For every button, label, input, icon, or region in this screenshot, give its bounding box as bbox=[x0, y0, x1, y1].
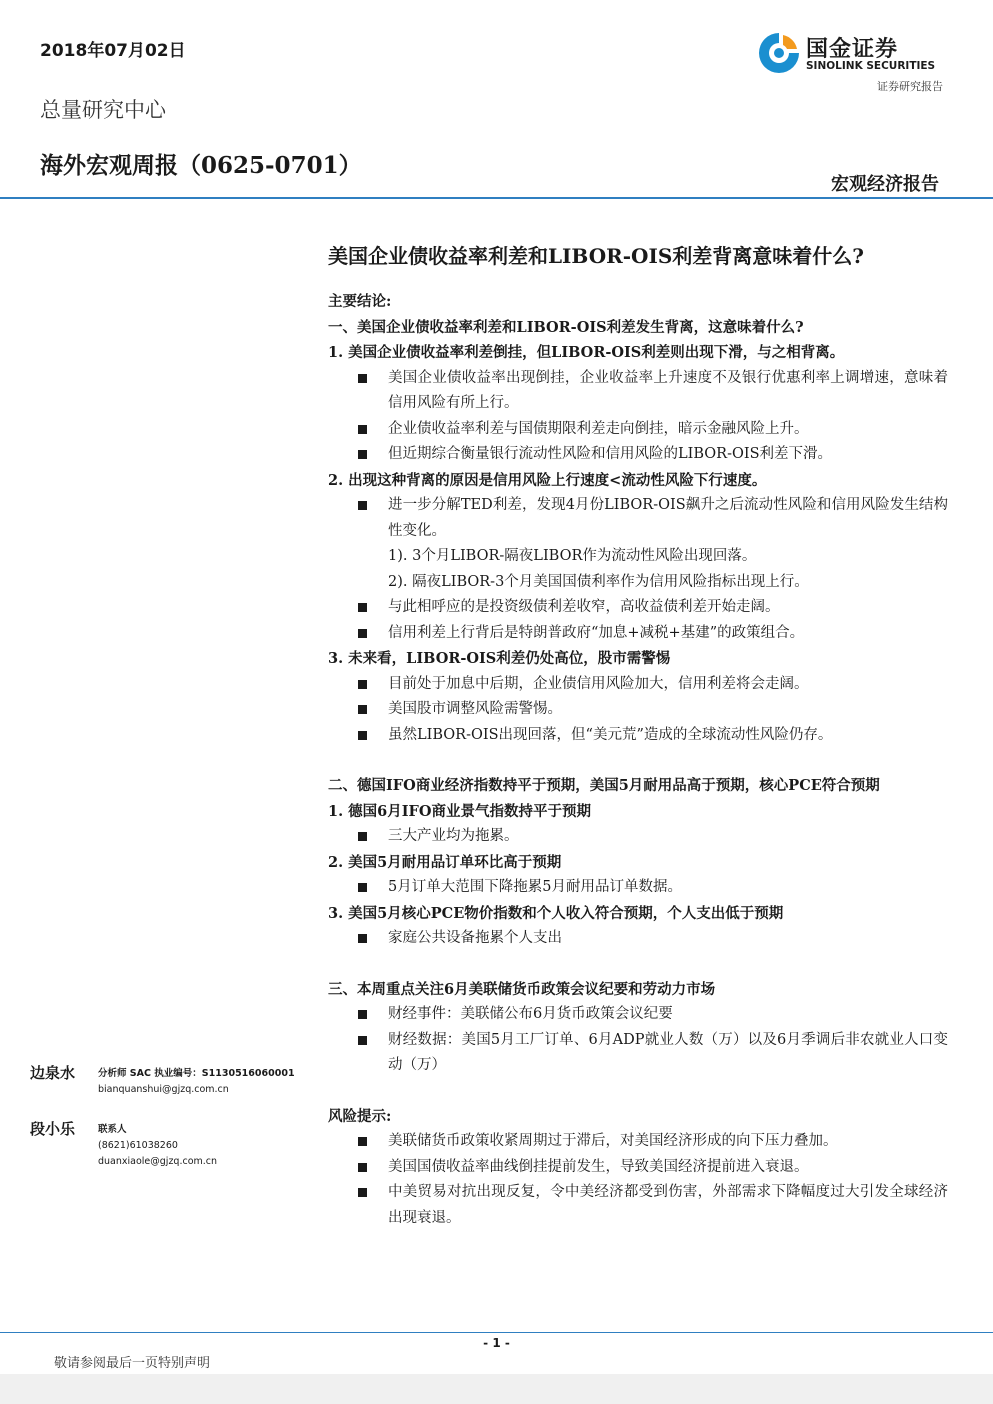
report-type: 宏观经济报告 bbox=[831, 174, 939, 195]
bullet-item: 企业债收益率利差与国债期限利差走向倒挂，暗示金融风险上升。 bbox=[328, 417, 948, 443]
bullet-item: 美国股市调整风险需警惕。 bbox=[328, 697, 948, 723]
bullet-item: 财经数据：美国5月工厂订单、6月ADP就业人数（万）以及6月季调后非农就业人口变动（万） bbox=[328, 1028, 948, 1079]
report-title: 海外宏观周报（0625-0701） bbox=[40, 152, 362, 179]
analyst-name: 段小乐 bbox=[30, 1120, 76, 1138]
bullet-item: 目前处于加息中后期，企业债信用风险加大，信用利差将会走阔。 bbox=[328, 672, 948, 698]
report-date: 2018年07月02日 bbox=[40, 41, 186, 61]
analyst-phone: (8621)61038260 bbox=[98, 1140, 178, 1151]
logo-english-name: SINOLINK SECURITIES bbox=[806, 60, 936, 72]
numbered-item: 1). 3个月LIBOR-隔夜LIBOR作为流动性风险出现回落。 bbox=[388, 548, 757, 564]
risk-item: 美国国债收益率曲线倒挂提前发生，导致美国经济提前进入衰退。 bbox=[328, 1155, 948, 1181]
bullet-item: 5月订单大范围下降拖累5月耐用品订单数据。 bbox=[328, 875, 948, 901]
bullet-item: 虽然LIBOR-OIS出现回落，但“美元荒”造成的全球流动性风险仍存。 bbox=[328, 723, 948, 749]
headline: 美国企业债收益率利差和LIBOR-OIS利差背离意味着什么? bbox=[328, 244, 864, 268]
analyst-card bbox=[30, 1118, 310, 1168]
main-content bbox=[328, 240, 948, 1231]
disclaimer: 敬请参阅最后一页特别声明 bbox=[54, 1356, 211, 1371]
bullet-item: 与此相呼应的是投资级债利差收窄，高收益债利差开始走阔。 bbox=[328, 595, 948, 621]
analyst-email: duanxiaole@gjzq.com.cn bbox=[98, 1156, 218, 1167]
sub-heading: 2. 美国5月耐用品订单环比高于预期 bbox=[328, 853, 562, 871]
bullet-item: 财经事件：美联储公布6月货币政策会议纪要 bbox=[328, 1002, 948, 1028]
sub-heading: 1. 德国6月IFO商业景气指数持平于预期 bbox=[328, 802, 591, 820]
sub-heading: 3. 美国5月核心PCE物价指数和个人收入符合预期，个人支出低于预期 bbox=[328, 904, 784, 922]
department-name: 总量研究中心 bbox=[40, 98, 166, 122]
analyst-role: 联系人 bbox=[98, 1124, 127, 1135]
logo-chinese-name: 国金证券 bbox=[806, 37, 899, 62]
bullet-item: 美国企业债收益率出现倒挂，企业收益率上升速度不及银行优惠利率上调增速，意味着信用风险有所上行。 bbox=[328, 366, 948, 417]
page-number: - 1 - bbox=[483, 1336, 510, 1350]
conclusion-label: 主要结论: bbox=[328, 293, 392, 310]
header-divider bbox=[0, 197, 993, 199]
footer-bar bbox=[0, 1374, 993, 1404]
bullet-item: 信用利差上行背后是特朗普政府“加息+减税+基建”的政策组合。 bbox=[328, 621, 948, 647]
analyst-role: 分析师 SAC 执业编号：S1130516060001 bbox=[98, 1068, 295, 1079]
section-title: 三、本周重点关注6月美联储货币政策会议纪要和劳动力市场 bbox=[328, 980, 716, 998]
analyst-card bbox=[30, 1062, 310, 1112]
analyst-email: bianquanshui@gjzq.com.cn bbox=[98, 1084, 229, 1095]
research-report-label: 证券研究报告 bbox=[877, 80, 943, 93]
sub-heading: 3. 未来看，LIBOR-OIS利差仍处高位，股市需警惕 bbox=[328, 650, 671, 667]
sub-heading: 2. 出现这种背离的原因是信用风险上行速度<流动性风险下行速度。 bbox=[328, 471, 767, 489]
bullet-item: 但近期综合衡量银行流动性风险和信用风险的LIBOR-OIS利差下滑。 bbox=[328, 442, 948, 468]
numbered-item: 2). 隔夜LIBOR-3个月美国国债利率作为信用风险指标出现上行。 bbox=[388, 573, 809, 590]
bullet-item: 家庭公共设备拖累个人支出 bbox=[328, 926, 948, 952]
sinolink-logo bbox=[756, 30, 946, 76]
risk-item: 美联储货币政策收紧周期过于滞后，对美国经济形成的向下压力叠加。 bbox=[328, 1129, 948, 1155]
section-title: 二、德国IFO商业经济指数持平于预期，美国5月耐用品高于预期，核心PCE符合预期 bbox=[328, 777, 880, 794]
bullet-item: 进一步分解TED利差，发现4月份LIBOR-OIS飙升之后流动性风险和信用风险发生结构性变化。 bbox=[328, 493, 948, 544]
analyst-panel bbox=[30, 1062, 310, 1174]
sinolink-logo-icon bbox=[756, 30, 802, 76]
bullet-item: 三大产业均为拖累。 bbox=[328, 824, 948, 850]
risk-title: 风险提示: bbox=[328, 1107, 392, 1125]
sub-heading: 1. 美国企业债收益率利差倒挂，但LIBOR-OIS利差则出现下滑，与之相背离。 bbox=[328, 344, 845, 361]
footer-divider bbox=[0, 1332, 993, 1333]
section-title: 一、美国企业债收益率利差和LIBOR-OIS利差发生背离，这意味着什么? bbox=[328, 318, 804, 336]
analyst-name: 边泉水 bbox=[30, 1064, 76, 1082]
risk-item: 中美贸易对抗出现反复，令中美经济都受到伤害，外部需求下降幅度过大引发全球经济出现衰退。 bbox=[328, 1180, 948, 1231]
